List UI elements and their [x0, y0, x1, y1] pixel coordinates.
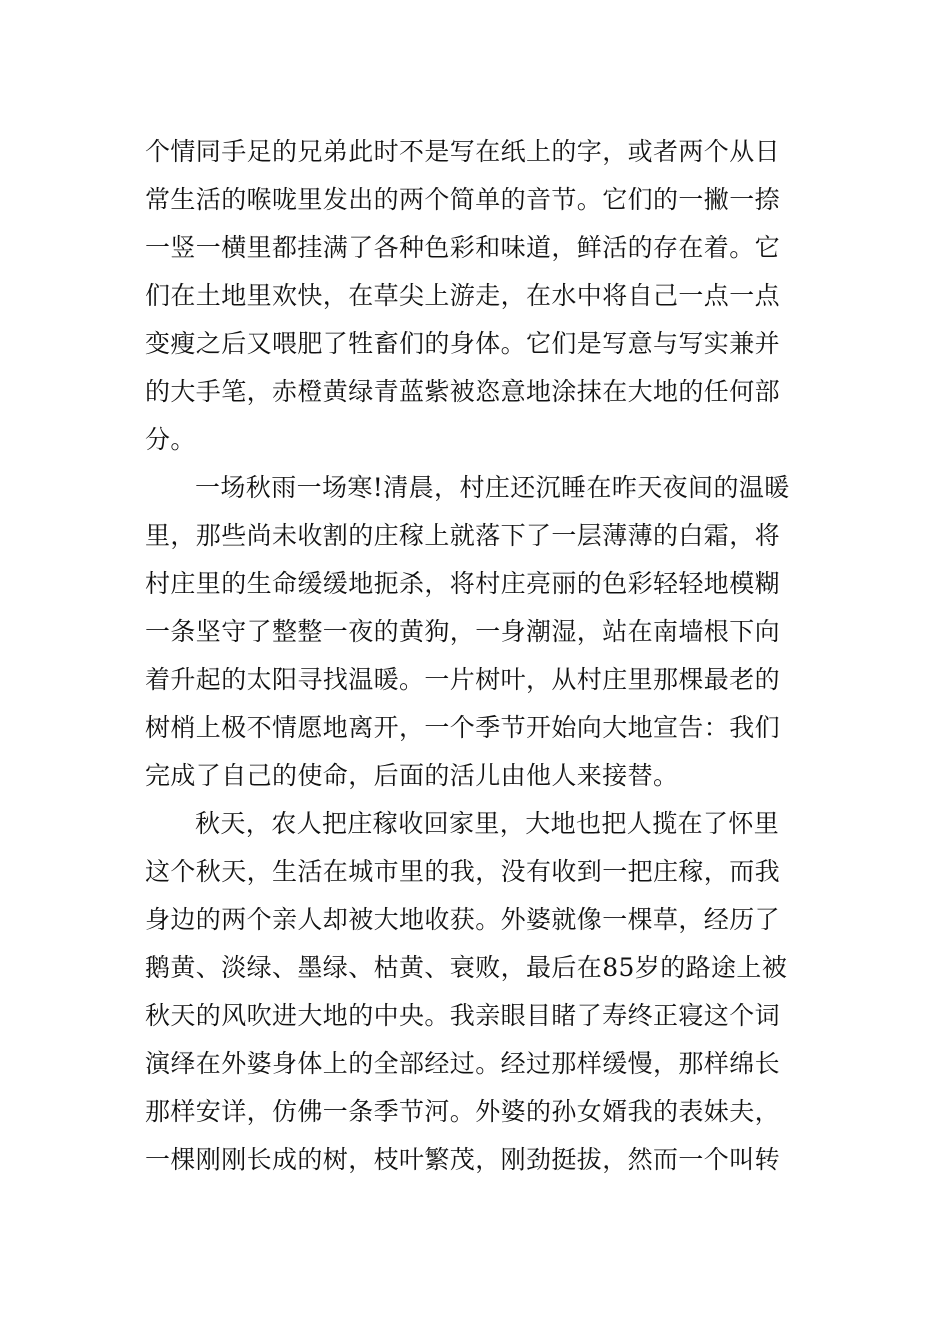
paragraph-3 [145, 800, 815, 1184]
text-line: 一场秋雨一场寒!清晨，村庄还沉睡在昨天夜间的温暖 [195, 473, 790, 502]
text-line: 身边的两个亲人却被大地收获。外婆就像一棵草，经历了 [145, 905, 781, 934]
text-line: 一条坚守了整整一夜的黄狗，一身潮湿，站在南墙根下向 [145, 617, 781, 646]
text-line: 树梢上极不情愿地离开，一个季节开始向大地宣告：我们 [145, 713, 781, 742]
text-line: 个情同手足的兄弟此时不是写在纸上的字，或者两个从日 [145, 137, 781, 166]
document-body [145, 128, 815, 1184]
text-line: 常生活的喉咙里发出的两个简单的音节。它们的一撇一捺 [145, 185, 781, 214]
text-line: 着升起的太阳寻找温暖。一片树叶，从村庄里那棵最老的 [145, 665, 781, 694]
text-line: 里，那些尚未收割的庄稼上就落下了一层薄薄的白霜，将 [145, 521, 781, 550]
text-line: 一竖一横里都挂满了各种色彩和味道，鲜活的存在着。它 [145, 233, 781, 262]
text-line: 鹅黄、淡绿、墨绿、枯黄、衰败，最后在85岁的路途上被 [145, 953, 788, 982]
text-line: 秋天，农人把庄稼收回家里，大地也把人揽在了怀里 [195, 809, 780, 838]
paragraph-2 [145, 464, 815, 800]
text-line: 的大手笔，赤橙黄绿青蓝紫被恣意地涂抹在大地的任何部 [145, 377, 781, 406]
text-line: 这个秋天，生活在城市里的我，没有收到一把庄稼，而我 [145, 857, 781, 886]
text-line: 那样安详，仿佛一条季节河。外婆的孙女婿我的表妹夫， [145, 1097, 781, 1126]
text-line: 村庄里的生命缓缓地扼杀，将村庄亮丽的色彩轻轻地模糊 [145, 569, 781, 598]
text-line: 变瘦之后又喂肥了牲畜们的身体。它们是写意与写实兼并 [145, 329, 781, 358]
text-line: 演绎在外婆身体上的全部经过。经过那样缓慢，那样绵长 [145, 1049, 781, 1078]
text-line: 分。 [145, 425, 196, 454]
text-line: 完成了自己的使命，后面的活儿由他人来接替。 [145, 761, 679, 790]
text-line: 一棵刚刚长成的树，枝叶繁茂，刚劲挺拔，然而一个叫转 [145, 1145, 781, 1174]
text-line: 秋天的风吹进大地的中央。我亲眼目睹了寿终正寝这个词 [145, 1001, 781, 1030]
paragraph-1 [145, 128, 815, 464]
text-line: 们在土地里欢快，在草尖上游走，在水中将自己一点一点 [145, 281, 781, 310]
